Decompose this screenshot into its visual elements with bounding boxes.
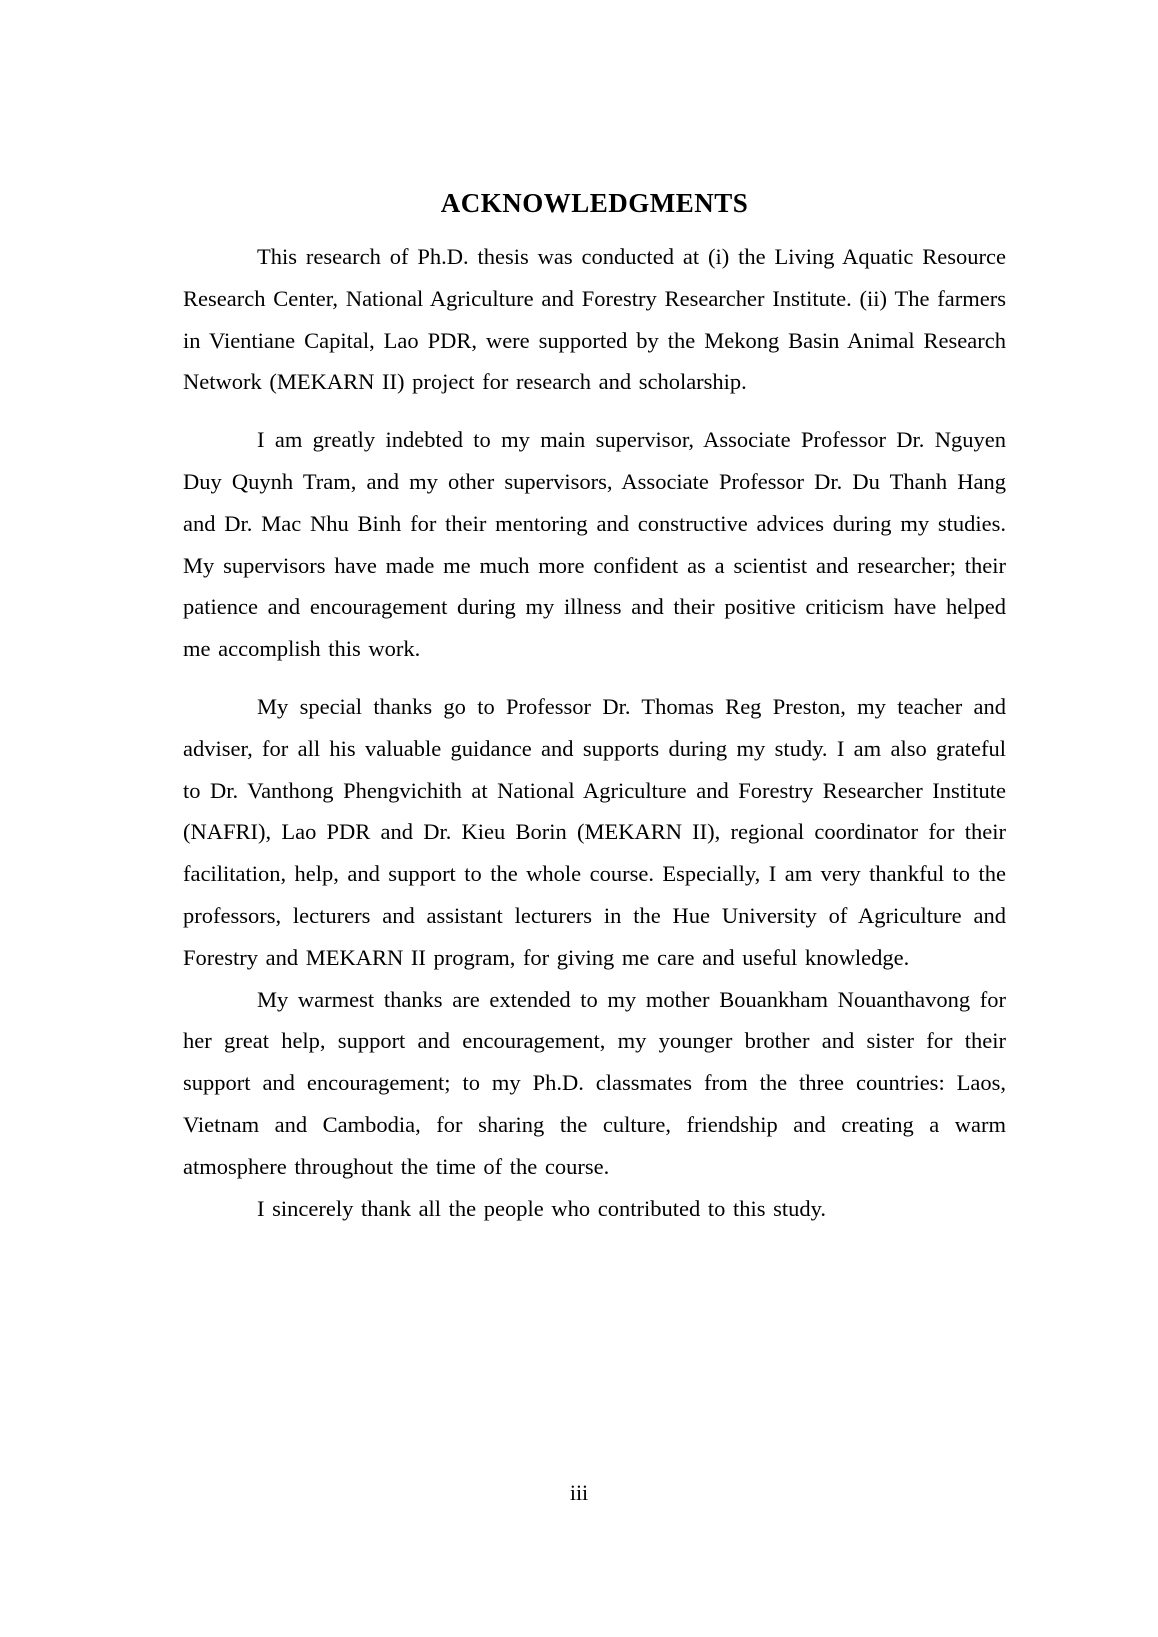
page-title: ACKNOWLEDGMENTS <box>440 188 749 218</box>
paragraph-3: My special thanks go to Professor Dr. Thomas Reg Preston, my teacher and adviser, for all his valuable guidance and supports during my study. I am also grateful to Dr. Vanthong Phengvichith at National Agriculture and Forestry Researcher Institute (NAFRI), Lao PDR and Dr. Kieu Borin (MEKARN II), regional coordinator for their facilitation, help, and support to the whole course. Especially, I am very thankful to the professors, lecturers and assistant lecturers in the Hue University of Agriculture and Forestry and MEKARN II program, for giving me care and useful knowledge. <box>183 693 1006 970</box>
paragraph-2: I am greatly indebted to my main supervisor, Associate Professor Dr. Nguyen Duy Quynh Tram, and my other supervisors, Associate Professor Dr. Du Thanh Hang and Dr. Mac Nhu Binh for their mentoring and constructive advices during my studies. My supervisors have made me much more confident as a scientist and researcher; their patience and encouragement during my illness and their positive criticism have helped me accomplish this work. <box>183 427 1006 662</box>
paragraph-5: I sincerely thank all the people who contributed to this study. <box>257 1195 827 1221</box>
page-number: iii <box>569 1480 589 1505</box>
paragraph-1: This research of Ph.D. thesis was conducted at (i) the Living Aquatic Resource Research Center, National Agriculture and Forestry Researcher Institute. (ii) The farmers in Vientiane Capital, Lao PDR, were supported by the Mekong Basin Animal Research Network (MEKARN II) project for research and scholarship. <box>183 244 1006 395</box>
page-content <box>183 186 1006 1229</box>
paragraph-4: My warmest thanks are extended to my mother Bouankham Nouanthavong for her great help, support and encouragement, my younger brother and sister for their support and encouragement; to my Ph.D. classmates from the three countries: Laos, Vietnam and Cambodia, for sharing the culture, friendship and creating a warm atmosphere throughout the time of the course. <box>183 986 1006 1179</box>
